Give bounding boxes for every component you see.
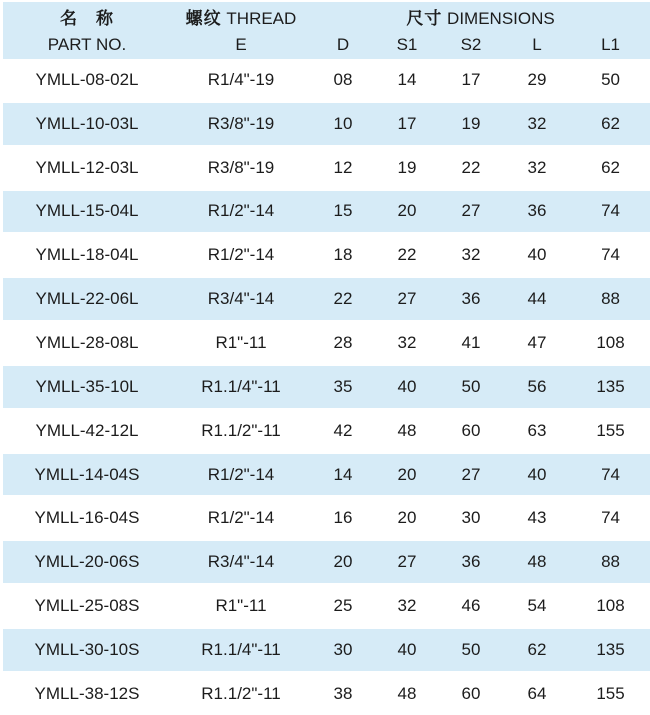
- header-thread: [171, 2, 311, 30]
- dim-l1-cell: 108: [596, 596, 625, 616]
- dim-l-cell: 47: [527, 332, 547, 352]
- thread-cell: R1/4"-19: [207, 69, 275, 89]
- dim-l-cell: 43: [527, 508, 547, 528]
- thread-cjk-label: 螺纹: [185, 9, 222, 28]
- table-row: [3, 146, 650, 190]
- table-row: [3, 540, 650, 584]
- dim-s2-cell: 22: [461, 157, 481, 177]
- thread-cell: R1.1/2"-11: [201, 683, 281, 703]
- dim-d-cell: 42: [333, 420, 353, 440]
- thread-cell: R3/8"-19: [171, 102, 311, 146]
- thread-cell: R1/2"-14: [171, 453, 311, 497]
- table-row: [3, 584, 650, 628]
- col-header-d: D: [311, 30, 375, 59]
- dim-l1-cell: 88: [571, 540, 650, 584]
- dim-s1-cell: 27: [375, 277, 439, 321]
- table-row: [3, 277, 650, 321]
- dim-l-cell: 40: [527, 245, 547, 265]
- table-row: [3, 496, 650, 540]
- dim-d-cell: 08: [333, 69, 353, 89]
- dim-s1-cell: 48: [397, 420, 417, 440]
- dim-s2-cell: 36: [439, 540, 503, 584]
- dim-l-cell: 40: [503, 453, 571, 497]
- dim-l-cell: 62: [503, 628, 571, 672]
- header-dimensions: [311, 2, 650, 30]
- dim-l1-cell: 74: [571, 453, 650, 497]
- dim-s2-cell: 27: [439, 190, 503, 234]
- part-no-cell: YMLL-16-04S: [34, 508, 140, 528]
- dim-s2-cell: 41: [461, 332, 481, 352]
- part-no-cell: YMLL-25-08S: [34, 596, 140, 616]
- dim-s1-cell: 20: [375, 190, 439, 234]
- dim-s2-cell: 30: [461, 508, 481, 528]
- col-header-l1: L1: [571, 30, 650, 59]
- dim-l1-cell: 74: [601, 508, 620, 528]
- thread-cell: R1/2"-14: [207, 245, 275, 265]
- dim-s1-cell: 20: [375, 453, 439, 497]
- col-header-l: L: [503, 30, 571, 59]
- thread-cell: R3/4"-14: [171, 277, 311, 321]
- header-part-name: [3, 2, 171, 30]
- dim-l-cell: 32: [503, 102, 571, 146]
- table-row: [3, 321, 650, 365]
- dim-s1-cell: 40: [375, 365, 439, 409]
- dim-d-cell: 38: [333, 683, 353, 703]
- dim-s1-cell: 40: [375, 628, 439, 672]
- dim-l-cell: 64: [527, 683, 547, 703]
- col-header-part-no: PART NO.: [3, 30, 171, 59]
- dim-s1-cell: 48: [397, 683, 417, 703]
- thread-cell: R1.1/2"-11: [201, 420, 281, 440]
- dim-l1-cell: 74: [571, 190, 650, 234]
- dim-s2-cell: 50: [439, 365, 503, 409]
- dim-s2-cell: 60: [461, 683, 481, 703]
- dim-d-cell: 25: [333, 596, 353, 616]
- thread-cell: R3/8"-19: [207, 157, 275, 177]
- dim-s1-cell: 22: [397, 245, 417, 265]
- part-no-cell: YMLL-38-12S: [34, 683, 140, 703]
- col-header-s2: S2: [439, 30, 503, 59]
- dim-d-cell: 35: [311, 365, 375, 409]
- dim-d-cell: 20: [311, 540, 375, 584]
- dim-d-cell: 28: [333, 332, 353, 352]
- dim-d-cell: 16: [333, 508, 353, 528]
- table-row: [3, 453, 650, 497]
- dim-s1-cell: 20: [397, 508, 417, 528]
- dimensions-cjk-label: 尺寸: [406, 9, 443, 28]
- dim-s1-cell: 32: [397, 332, 417, 352]
- dim-l1-cell: 62: [601, 157, 620, 177]
- dim-s1-cell: 32: [397, 596, 417, 616]
- part-no-cell: YMLL-10-03L: [3, 102, 171, 146]
- thread-cell: R1"-11: [215, 596, 267, 616]
- dim-l-cell: 44: [503, 277, 571, 321]
- table-row: [3, 409, 650, 453]
- dim-l1-cell: 74: [601, 245, 620, 265]
- thread-cell: R1"-11: [215, 332, 267, 352]
- table-body: [3, 59, 650, 715]
- dim-l1-cell: 62: [571, 102, 650, 146]
- dim-d-cell: 12: [333, 157, 353, 177]
- part-no-cell: YMLL-42-12L: [35, 420, 139, 440]
- dim-l-cell: 32: [527, 157, 547, 177]
- dim-d-cell: 14: [311, 453, 375, 497]
- dim-s2-cell: 50: [439, 628, 503, 672]
- part-no-cell: YMLL-28-08L: [35, 332, 139, 352]
- dim-s2-cell: 60: [461, 420, 481, 440]
- dim-l-cell: 56: [503, 365, 571, 409]
- table-row: [3, 102, 650, 146]
- table-row: [3, 233, 650, 277]
- table-row: [3, 59, 650, 102]
- dim-l-cell: 63: [527, 420, 547, 440]
- table-row: [3, 365, 650, 409]
- dim-l-cell: 54: [527, 596, 547, 616]
- part-no-cell: YMLL-20-06S: [3, 540, 171, 584]
- table-row: [3, 672, 650, 715]
- dim-l-cell: 36: [503, 190, 571, 234]
- dim-l1-cell: 135: [571, 628, 650, 672]
- dim-s1-cell: 14: [397, 69, 417, 89]
- dim-l1-cell: 88: [571, 277, 650, 321]
- table-row: [3, 190, 650, 234]
- thread-cell: R1.1/4"-11: [171, 365, 311, 409]
- dimensions-table: [3, 2, 650, 715]
- dim-s2-cell: 32: [461, 245, 481, 265]
- dim-d-cell: 30: [311, 628, 375, 672]
- part-no-cell: YMLL-22-06L: [3, 277, 171, 321]
- dim-s1-cell: 19: [397, 157, 417, 177]
- dim-d-cell: 10: [311, 102, 375, 146]
- dim-l1-cell: 50: [601, 69, 620, 89]
- dim-s2-cell: 27: [439, 453, 503, 497]
- part-no-cell: YMLL-18-04L: [35, 245, 139, 265]
- dim-d-cell: 22: [311, 277, 375, 321]
- dim-s1-cell: 17: [375, 102, 439, 146]
- header-row-top: [3, 2, 650, 30]
- dim-l-cell: 29: [527, 69, 547, 89]
- dim-d-cell: 18: [333, 245, 353, 265]
- thread-cell: R1/2"-14: [171, 190, 311, 234]
- header-row-bottom: [3, 30, 650, 59]
- dim-l1-cell: 135: [571, 365, 650, 409]
- col-header-s1: S1: [375, 30, 439, 59]
- col-header-e: E: [171, 30, 311, 59]
- thread-cell: R1/2"-14: [207, 508, 275, 528]
- dim-l-cell: 48: [503, 540, 571, 584]
- part-no-cell: YMLL-12-03L: [35, 157, 139, 177]
- part-no-cell: YMLL-08-02L: [35, 69, 139, 89]
- table-row: [3, 628, 650, 672]
- dim-s1-cell: 27: [375, 540, 439, 584]
- dim-s2-cell: 17: [461, 69, 481, 89]
- part-no-cell: YMLL-35-10L: [3, 365, 171, 409]
- dim-l1-cell: 155: [596, 683, 625, 703]
- part-no-cell: YMLL-14-04S: [3, 453, 171, 497]
- dim-s2-cell: 36: [439, 277, 503, 321]
- thread-latin-label: THREAD: [226, 9, 297, 28]
- dim-d-cell: 15: [311, 190, 375, 234]
- thread-cell: R3/4"-14: [171, 540, 311, 584]
- part-no-cell: YMLL-30-10S: [3, 628, 171, 672]
- part-no-cell: YMLL-15-04L: [3, 190, 171, 234]
- thread-cell: R1.1/4"-11: [171, 628, 311, 672]
- dimensions-latin-label: DIMENSIONS: [447, 9, 555, 28]
- dim-s2-cell: 46: [461, 596, 481, 616]
- dim-l1-cell: 108: [596, 332, 625, 352]
- part-name-cjk-label: 名 称: [60, 9, 114, 28]
- table-header: [3, 2, 650, 59]
- dim-l1-cell: 155: [596, 420, 625, 440]
- dim-s2-cell: 19: [439, 102, 503, 146]
